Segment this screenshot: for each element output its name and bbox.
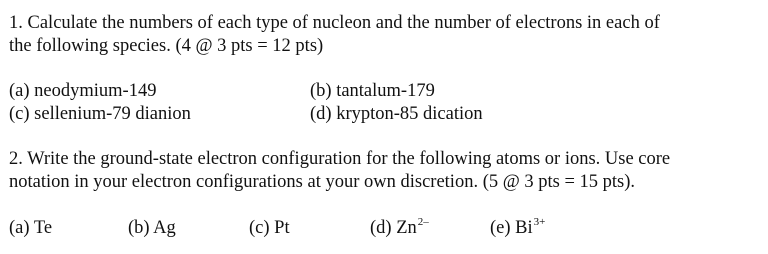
question-2-part-d: [370, 217, 429, 239]
question-2-part-b: (b) Ag: [128, 218, 176, 238]
question-2-part-c: (c) Pt: [249, 218, 290, 238]
question-2-part-d-base: (d) Zn: [370, 218, 417, 238]
question-2-line-1: 2. Write the ground-state electron configuration for the following atoms or ions. Use core: [9, 149, 671, 169]
question-2-part-e-charge: 3+: [533, 215, 546, 228]
question-1-line-1: 1. Calculate the numbers of each type of nucleon and the number of electrons in each of: [9, 13, 660, 33]
question-2-part-e: [490, 217, 545, 239]
question-2-part-d-charge: 2–: [417, 215, 429, 228]
question-1-part-c: (c) sellenium-79 dianion: [9, 104, 191, 124]
question-1-line-2: the following species. (4 @ 3 pts = 12 pts): [9, 36, 324, 56]
question-1-part-a: (a) neodymium-149: [9, 81, 157, 101]
question-1-part-b: (b) tantalum-179: [310, 81, 435, 101]
question-2-part-e-base: (e) Bi: [490, 218, 533, 238]
question-1-part-d: (d) krypton-85 dication: [310, 104, 483, 124]
question-2-part-a: (a) Te: [9, 218, 53, 238]
question-2-line-2: notation in your electron configurations at your own discretion. (5 @ 3 pts = 15 pts).: [9, 172, 636, 192]
